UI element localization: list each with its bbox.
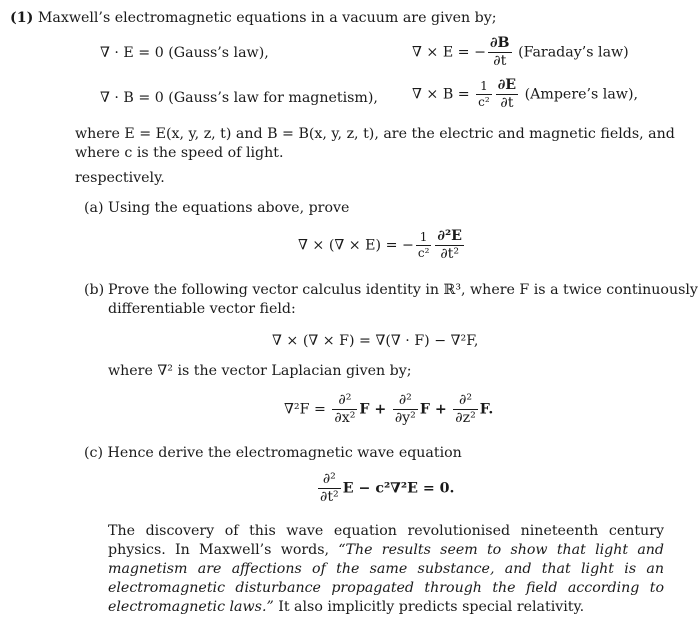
lap-num-x: ∂² xyxy=(332,393,357,410)
where-line-2: where c is the speed of light. xyxy=(75,145,284,161)
part-b-label: (b) xyxy=(84,282,105,298)
problem-number: (1) xyxy=(10,10,34,26)
part-a-eq-lhs: ∇ × (∇ × E) = − xyxy=(298,237,414,254)
part-b-text-2: differentiable vector field: xyxy=(108,301,296,317)
wave-rest: E − c²∇²E = 0. xyxy=(342,480,455,497)
lap-den-y: ∂y² xyxy=(394,409,416,426)
part-a-prompt xyxy=(84,200,349,216)
eq-ampere xyxy=(412,78,638,111)
eq-faraday xyxy=(412,36,629,69)
part-a-label: (a) xyxy=(84,200,104,216)
part-a-c-num: 1 xyxy=(416,231,432,246)
part-a-den: ∂t² xyxy=(440,245,460,262)
eq-ampere-lhs: ∇ × B = xyxy=(412,86,470,103)
part-b-identity: ∇ × (∇ × F) = ∇(∇ · F) − ∇²F, xyxy=(272,333,479,349)
lap-term-y: F + xyxy=(419,401,447,418)
eq-ampere-c-num: 1 xyxy=(476,80,492,95)
problem-header xyxy=(10,10,497,26)
lap-term-z: F. xyxy=(479,401,494,418)
lap-den-x: ∂x² xyxy=(334,409,356,426)
eq-gauss-magnetism: ∇ · B = 0 (Gauss’s law for magnetism), xyxy=(100,90,378,106)
eq-ampere-den: ∂t xyxy=(500,94,514,111)
lap-den-z: ∂z² xyxy=(455,409,476,426)
where-line-1: where E = E(x, y, z, t) and B = B(x, y, z, t), are the electric and magnetic fields, and xyxy=(75,126,675,142)
discovery-text-1: The discovery of this wave equation revolutionised nineteenth century physics. In Maxwell’s words, xyxy=(108,523,664,558)
wave-num: ∂² xyxy=(318,472,341,489)
lap-num-z: ∂² xyxy=(453,393,478,410)
part-b-text-1: Prove the following vector calculus identity in ℝ³, where F is a twice continuously xyxy=(108,282,698,298)
part-a-num: ∂²E xyxy=(437,228,462,244)
eq-faraday-lhs: ∇ × E = − xyxy=(412,44,486,61)
wave-den: ∂t² xyxy=(320,488,339,505)
part-a-equation xyxy=(298,229,466,262)
part-a-text: Using the equations above, prove xyxy=(108,200,350,216)
eq-faraday-label: (Faraday’s law) xyxy=(518,44,629,61)
eq-gauss: ∇ · E = 0 (Gauss’s law), xyxy=(100,45,269,61)
eq-ampere-num: ∂E xyxy=(497,77,517,93)
discovery-paragraph xyxy=(108,522,664,617)
eq-faraday-den: ∂t xyxy=(493,52,507,69)
lap-lhs: ∇²F = xyxy=(284,401,326,418)
part-c-text: Hence derive the electromagnetic wave equation xyxy=(107,445,462,461)
part-c-prompt xyxy=(84,445,462,461)
eq-ampere-c-den: c² xyxy=(478,94,490,109)
eq-ampere-label: (Ampere’s law), xyxy=(524,86,638,103)
part-b-where: where ∇² is the vector Laplacian given by; xyxy=(108,363,412,379)
respectively-text: respectively. xyxy=(75,170,165,186)
wave-equation xyxy=(316,472,454,505)
part-a-c-den: c² xyxy=(417,245,430,260)
lap-term-x: F + xyxy=(359,401,387,418)
problem-intro: Maxwell’s electromagnetic equations in a vacuum are given by; xyxy=(37,10,497,26)
discovery-text-2: It also implicitly predicts special relativity. xyxy=(273,599,585,615)
vector-laplacian-eq xyxy=(284,393,493,426)
lap-num-y: ∂² xyxy=(393,393,418,410)
part-c-label: (c) xyxy=(84,445,104,461)
eq-faraday-num: ∂B xyxy=(489,35,510,51)
maxwell-quote: “The results seem to show that light and magnetism are affections of the same substance, and that light is an electromagnetic disturbance propagated through the field according to electromagnetic laws.” xyxy=(108,542,664,615)
